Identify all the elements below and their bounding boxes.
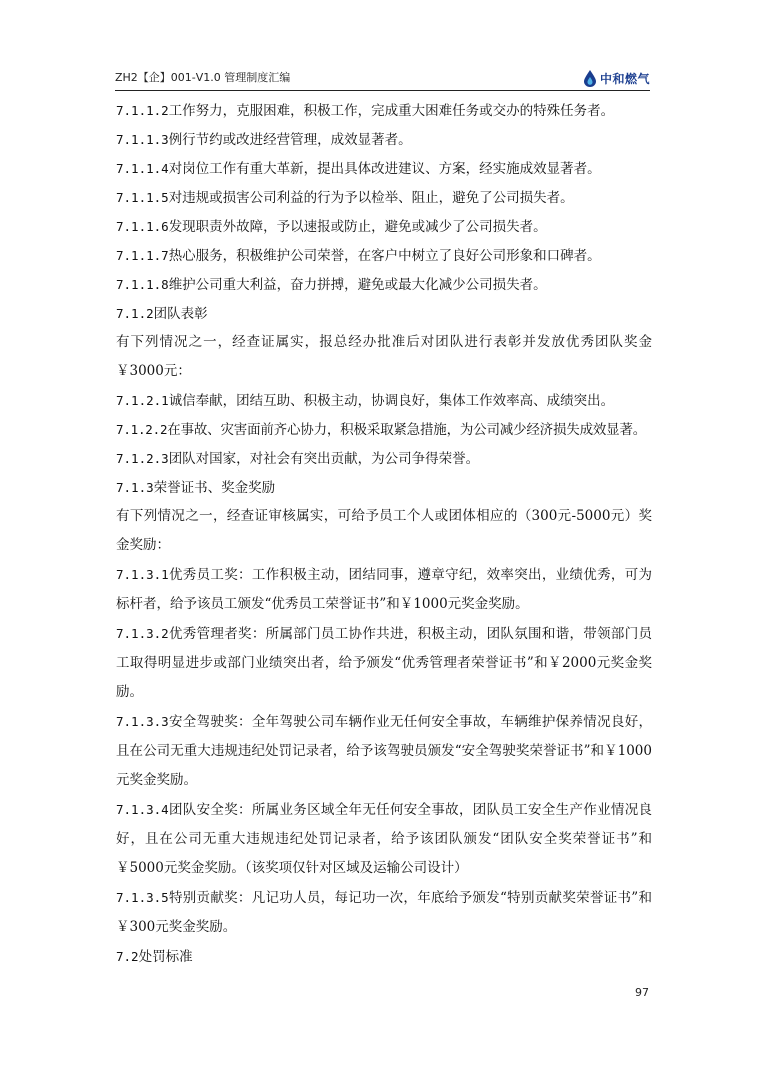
section-heading-7-1-3: 7.1.3荣誉证书、奖金奖励 [116,480,276,496]
document-body [116,96,652,971]
page-header [115,62,650,91]
clause-7-1-2-1: 7.1.2.1诚信奉献，团结互助、积极主动，协调良好，集体工作效率高、成绩突出。 [116,393,615,409]
section-intro-7-1-2: 有下列情况之一，经查证属实，报总经办批准后对团队进行表彰并发放优秀团队奖金￥3000元： [116,334,652,379]
clause-7-1-1-8: 7.1.1.8维护公司重大利益，奋力拼搏，避免或最大化减少公司损失者。 [116,277,547,293]
clause-7-1-1-7: 7.1.1.7热心服务，积极维护公司荣誉，在客户中树立了良好公司形象和口碑者。 [116,248,601,264]
clause-7-1-3-1: 7.1.3.1优秀员工奖：工作积极主动，团结同事，遵章守纪，效率突出，业绩优秀，可为标杆者，给予该员工颁发“优秀员工荣誉证书”和￥1000元奖金奖励。 [116,567,652,612]
clause-7-1-1-2: 7.1.1.2工作努力，克服困难，积极工作，完成重大困难任务或交办的特殊任务者。 [116,103,615,119]
section-intro-7-1-3: 有下列情况之一，经查证审核属实，可给予员工个人或团体相应的（300元-5000元）奖金奖励： [116,508,652,553]
section-heading-7-1-2: 7.1.2团队表彰 [116,306,208,322]
clause-7-1-2-2: 7.1.2.2在事故、灾害面前齐心协力，积极采取紧急措施，为公司减少经济损失成效显著。 [116,422,647,438]
clause-7-1-1-3: 7.1.1.3例行节约或改进经营管理，成效显著者。 [116,132,412,148]
clause-7-1-3-4: 7.1.3.4团队安全奖：所属业务区域全年无任何安全事故，团队员工安全生产作业情况良好，且在公司无重大违规违纪处罚记录者，给予该团队颁发“团队安全奖荣誉证书”和￥5000元奖金奖励。（该奖项仅针对区域及运输公司设计） [116,802,652,876]
clause-7-1-1-4: 7.1.1.4对岗位工作有重大革新，提出具体改进建议、方案，经实施成效显著者。 [116,161,601,177]
clause-7-1-3-3: 7.1.3.3安全驾驶奖：全年驾驶公司车辆作业无任何安全事故，车辆维护保养情况良好，且在公司无重大违规违纪处罚记录者，给予该驾驶员颁发“安全驾驶奖荣誉证书”和￥1000元奖金奖励。 [116,714,652,788]
header-title: ZH2【企】001-V1.0 管理制度汇编 [115,71,291,84]
company-logo [582,69,650,87]
section-heading-7-2: 7.2处罚标准 [116,949,193,965]
clause-7-1-1-6: 7.1.1.6发现职责外故障，予以速报或防止，避免或减少了公司损失者。 [116,219,547,235]
flame-drop-icon [582,69,598,87]
logo-text: 中和燃气 [599,71,650,86]
clause-7-1-3-2: 7.1.3.2优秀管理者奖：所属部门员工协作共进，积极主动，团队氛围和谐，带领部门员工取得明显进步或部门业绩突出者，给予颁发“优秀管理者荣誉证书”和￥2000元奖金奖励。 [116,626,652,700]
clause-7-1-2-3: 7.1.2.3团队对国家，对社会有突出贡献，为公司争得荣誉。 [116,451,480,467]
page-number: 97 [635,986,649,999]
clause-7-1-3-5: 7.1.3.5特别贡献奖：凡记功人员，每记功一次，年底给予颁发“特别贡献奖荣誉证书”和￥300元奖金奖励。 [116,890,652,935]
clause-7-1-1-5: 7.1.1.5对违规或损害公司利益的行为予以检举、阻止，避免了公司损失者。 [116,190,574,206]
